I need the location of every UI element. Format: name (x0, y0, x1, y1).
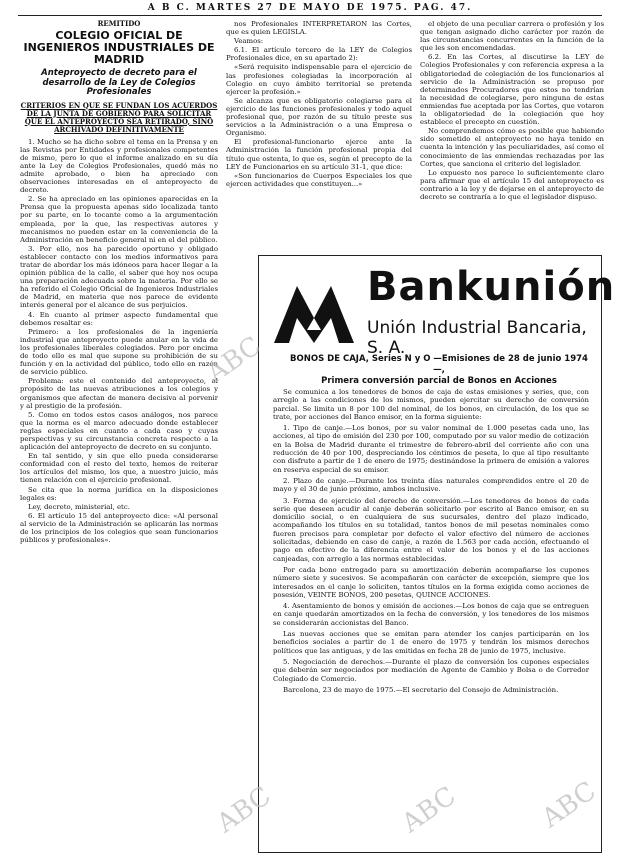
paragraph: Las nuevas acciones que se emitan para atender los canjes participarán en los beneficios sociales a partir de 1 de enero de 1975 y tendrán los mismos derechos políticos que las antiguas, y de las emitidas en fecha 28 de junio de 1975, inclusive. (273, 630, 589, 655)
middle-column (226, 20, 412, 252)
paragraph: Veamos: (234, 37, 264, 46)
paragraph: 4. Asentamiento de bonos y emisión de acciones.—Los bonos de caja que se entreguen en canje quedarán amortizados en la fecha de conversión, y los tenedores de los mismos se considerarán accionistas del Banco. (273, 602, 589, 627)
ad-title-line: BONOS DE CAJA, Series N y O —Emisiones de 28 de junio 1974—, (290, 354, 588, 375)
remitido-column (20, 20, 218, 852)
abc-watermark: ABC (396, 781, 462, 839)
paragraph: 5. Negociación de derechos.—Durante el plazo de conversión los cupones especiales que deberán ser negociados por mediación de Agente de Cambio y Bolsa o de Corredor Colegiado de Comercio. (273, 657, 589, 683)
ad-title (289, 354, 589, 387)
bankunion-logo-icon (269, 278, 359, 348)
paragraph: 3. Forma de ejercicio del derecho de conversión.—Los tenedores de bonos de cada serie que deseen acudir al canje deberán solicitarlo por escrito al Banco emisor, en su domicilio social, o en cualquiera de sus sucursales, dentro del plazo indicado, acompañando los títulos en su totalidad, tantos bonos de mil pesetas nominales como fueren precisos para completar por defecto el valor efectivo del número de acciones solicitadas, debiendo en caso de canje, a razón de 1.563 por cada acción, efectuando el pago en efectivo de la diferencia entre el valor de los bonos y el de las acciones canjeadas, con arreglo a las normas establecidas. (273, 496, 589, 563)
paragraph: 4. En cuanto al primer aspecto fundamental que debemos resaltar es: (20, 310, 218, 327)
paragraph: 5. Como en todos estos casos análogos, nos parece que la norma es el marco adecuado donde establecer reglas especiales en cuanto a cada caso y cuyas perspectivas y su circunstancia concreta respecto a la aplicación del anteproyecto de decreto en su conjunto. (20, 410, 218, 452)
paragraph: Por cada bono entregado para su amortización deberán acompañarse los cupones número siete y sucesivos. Se acompañarán con carácter de excepción, siempre que los interesados en el canje lo soliciten, tantos títulos en la forma exigida como acciones de posesión, VEINTE BONOS, 200 pesetas, QUINCE ACCIONES. (273, 565, 589, 599)
paragraph: 2. Se ha apreciado en las opiniones aparecidas en la Prensa que la propuesta apenas sido localizada tanto por su parte, en lo tocante como a la argumentación empleada, por la que, las respectivas autores y mecanismos no pueden estar en la conveniencia de la Administración en beneficio general ni en el del público. (20, 195, 218, 244)
paragraph: 1. Mucho se ha dicho sobre el tema en la Prensa y en las Revistas por Entidades y profesionales competentes de mismo, pero lo que el informe analizado en su día ante la Ley de Colegios Profesionales, quedó más no admite aprobado, o bien ha apreciado con observaciones interesadas en el anteproyecto de decreto. (20, 137, 218, 195)
remitido-label: REMITIDO (97, 20, 141, 28)
paragraph: Primero: a los profesionales de la ingeniería industrial que anteproyecto puede anular en la vida de los profesionales liberales colegiados. Pero por encima de todo ello es mal que supone su prohibición de su función y en la actividad del público, todo ello en razón de servicio público. (20, 327, 218, 377)
abc-watermark: ABC (536, 776, 602, 834)
ad-title-line: Primera conversión parcial de Bonos en Acciones (321, 376, 557, 386)
page-header: A B C. MARTES 27 DE MAYO DE 1975. PAG. 47. (147, 3, 473, 13)
org-title: COLEGIO OFICIAL DE INGENIEROS INDUSTRIALES DE MADRID (23, 29, 215, 67)
paragraph: el objeto de una peculiar carrera o profesión y los que tengan asignado dicho carácter por razón de las circunstancias concurrentes en la función de la que les son encomendadas. (420, 20, 604, 53)
ad-body (273, 388, 589, 848)
paragraph: El profesional-funcionario ejerce ante la Administración la función profesional propia del título que ostenta, lo que es, según el precepto de la LEY de Funcionarios en su artículo 31-1, que dice: (226, 138, 412, 171)
paragraph: Lo expuesto nos parece lo suficientemente claro para afirmar que el artículo 15 del anteproyecto es contrario a la ley y de dejarse en el anteproyecto de decreto se contraría a lo que el legislador dispuso. (420, 168, 604, 201)
paragraph: En tal sentido, y sin que ello pueda considerarse conformidad con el resto del texto, hemos de reiterar los artículos del mismo, los que, a nuestro juicio, más tienen relación con el ejercicio profesional. (20, 452, 218, 485)
paragraph: 6. El artículo 15 del anteproyecto dice: «Al personal al servicio de la Administración se aplicarán las normas de los principios de los colegios que sean funcionarios públicos y profesionales». (20, 511, 218, 545)
paragraph: 2. Plazo de canje.—Durante los treinta días naturales comprendidos entre el 20 de mayo y el 30 de junio próximo, ambos inclusive. (273, 476, 589, 494)
header-rule (18, 15, 602, 16)
paragraph: 3. Por ello, nos ha parecido oportuno y obligado establecer contacto con los medios informativos para tratar de abordar los más idóneos para hacer llegar a la opinión pública de la calle, el saber que hoy nos ocupa una preparación adecuada sobre la materia. Por ello se ha referido el Colegio Oficial de Ingenieros Industriales de Madrid, en materia que nos parece de evidente interés general por el alcance de sus perjuicios. (20, 244, 218, 310)
signature-line: Barcelona, 23 de mayo de 1975.—El secretario del Consejo de Administración. (283, 685, 559, 694)
paragraph: 6.2. En las Cortes, al discutirse la LEY de Colegios Profesionales y con referencia expresa a la obligatoriedad de colegiación de los funcionarios al servicio de la Administración se propuso por determinados Procuradores que estos no tendrían la necesidad de colegiarse, pero ninguna de estas enmiendas fue aceptada por las Cortes, que votaron la obligatoriedad de la colegiación que hoy establece el precepto en cuestión. (420, 53, 604, 127)
right-column (420, 20, 604, 252)
paragraph: «Son funcionarios de Cuerpos Especiales los que ejercen actividades que constituyen...» (226, 171, 412, 188)
paragraph: Problema: este el contenido del anteproyecto, al propósito de las nuevas atribuciones a los colegios y organismos que afectan de manera decisiva al porvenir y al prestigio de la profesión. (20, 377, 218, 410)
paragraph: 1. Tipo de canje.—Los bonos, por su valor nominal de 1.000 pesetas cada uno, las acciones, al tipo de emisión del 230 por 100, computado por su valor medio de cotización en la Bolsa de Madrid durante el trimestre de febrero-abril del corriente año con una reducción de 40 por 100, despreciando los céntimos de peseta, lo que al tipo resultante con disfrute a partir de 1 de enero de 1975; destinándose la primera de emisión a valores en reserva especial de su emisor. (273, 424, 589, 474)
paragraph: Se cita que la norma jurídica en la disposiciones legales es: (20, 485, 218, 502)
criteria-heading: CRITERIOS EN QUE SE FUNDAN LOS ACUERDOS DE LA JUNTA DE GOBIERNO PARA SOLICITAR QUE EL ANTEPROYECTO SEA RETIRADO, SINO ARCHIVADO DEFINITIVAMENTE (20, 100, 218, 134)
article-subtitle: Anteproyecto de decreto para el desarrollo de la Ley de Colegios Profesionales (41, 68, 197, 98)
bankunion-ad (258, 255, 616, 853)
brand-name: Bankunión (367, 264, 616, 310)
paragraph: nos Profesionales INTERPRETARON las Cortes, que es quien LEGISLA. (226, 20, 412, 37)
paragraph: Se alcanza que es obligatorio colegiarse para el ejercicio de las funciones profesionales y todo aquel profesional que, por razón de su título preste sus servicios a la Administración o a una Empresa o Organismo. (226, 96, 412, 138)
paragraph: «Será requisito indispensable para el ejercicio de las profesiones colegiadas la incorporación al Colegio en cuyo ámbito territorial se pretenda ejercer la profesión.» (226, 63, 412, 96)
brand-subtitle: Unión Industrial Bancaria, S. A. (367, 318, 587, 358)
paragraph: Se comunica a los tenedores de bonos de caja de estas emisiones y series, que, con arreglo a las condiciones de los mismos, pueden ejercitar su derecho de conversión parcial. Se limita un 8 por 100 del nominal, de los bonos, en circulación, de los que se trate, por acciones del Banco emisor, en la forma siguiente: (273, 388, 589, 421)
abc-watermark: ABC (211, 781, 277, 839)
paragraph: 6.1. El artículo tercero de la LEY de Colegios Profesionales dice, en su apartado 2): (226, 46, 412, 63)
paragraph: No comprendemos cómo es posible que habiendo sido sometido el anteproyecto no haya tenido en cuenta la intención y las peculiaridades, así como el conocimiento de las enmiendas rechazadas por las Cortes, que sanciona el criterio del legislador. (420, 127, 604, 168)
paragraph: Ley, decreto, ministerial, etc. (28, 502, 130, 511)
abc-watermark: ABC (201, 331, 267, 389)
